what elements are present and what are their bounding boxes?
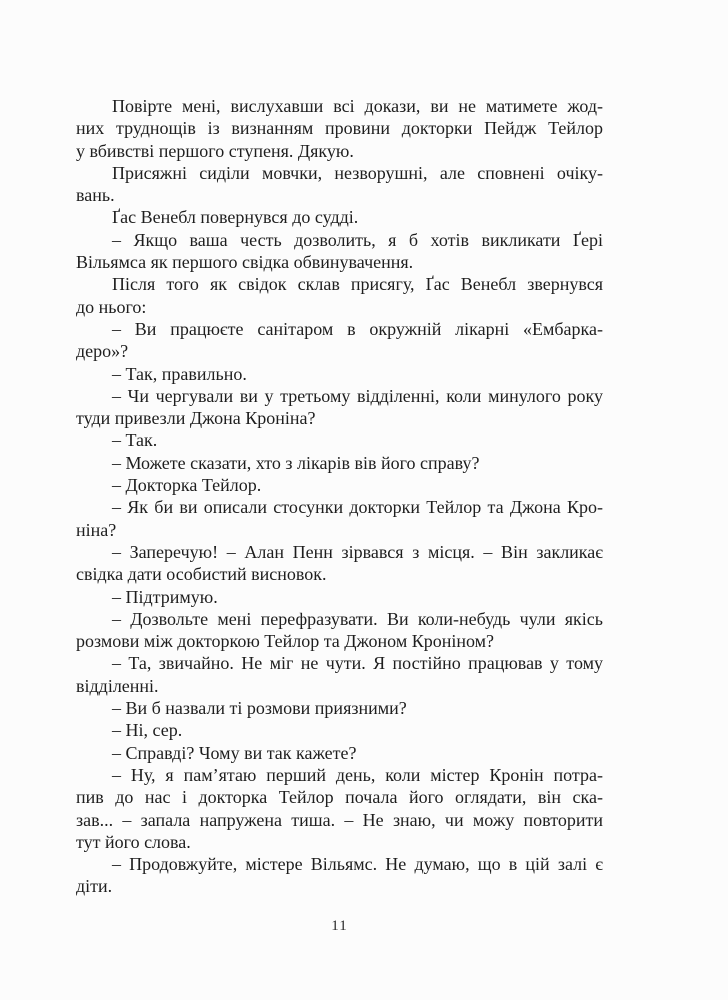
- text-line: Після того як свідок склав присягу, Ґас Венебл звернувся: [112, 274, 603, 295]
- paragraph: [76, 719, 603, 741]
- paragraph: [76, 652, 603, 697]
- text-line: розмови між докторкою Тейлор та Джоном Кроніном?: [76, 631, 495, 652]
- paragraph: [76, 586, 603, 608]
- text-line: – Підтримую.: [112, 586, 218, 607]
- paragraph: [76, 363, 603, 385]
- text-line: деро»?: [76, 341, 129, 362]
- paragraph: [76, 452, 603, 474]
- text-line: – Заперечую! – Алан Пенн зірвався з місця. – Він закликає: [112, 541, 603, 562]
- text-line: – Так, правильно.: [112, 363, 247, 384]
- page-number: 11: [331, 918, 348, 934]
- text-line: них труднощів із визнанням провини докторки Пейдж Тейлор: [76, 118, 603, 139]
- text-line: – Докторка Тейлор.: [112, 475, 262, 496]
- text-line: – Ні, сер.: [112, 720, 183, 741]
- paragraph: [76, 764, 603, 853]
- paragraph: [76, 95, 603, 162]
- text-line: туди привезли Джона Кроніна?: [76, 408, 316, 429]
- paragraph: [76, 206, 603, 228]
- paragraph: [76, 318, 603, 363]
- text-line: – Можете сказати, хто з лікарів вів його справу?: [112, 452, 480, 473]
- text-line: – Дозвольте мені перефразувати. Ви коли-небудь чули якісь: [112, 608, 603, 629]
- paragraph: [76, 496, 603, 541]
- text-line: – Ну, я пам’ятаю перший день, коли містер Кронін потра-: [112, 764, 603, 785]
- text-line: Повірте мені, вислухавши всі докази, ви не матимете жод-: [112, 96, 603, 116]
- text-line: відділенні.: [76, 675, 159, 696]
- paragraph: [76, 853, 603, 898]
- text-line: – Так.: [112, 430, 158, 451]
- paragraph: [76, 229, 603, 274]
- text-line: вань.: [76, 185, 115, 206]
- text-line: – Як би ви описали стосунки докторки Тейлор та Джона Кро-: [112, 497, 603, 518]
- paragraph: [76, 273, 603, 318]
- text-line: Вільямса як першого свідка обвинувачення.: [76, 252, 414, 273]
- text-line: тут його слова.: [76, 831, 191, 852]
- text-line: – Чи чергували ви у третьому відділенні, коли минулого року: [112, 385, 603, 406]
- text-line: – Справді? Чому ви так кажете?: [112, 742, 357, 763]
- text-line: свідка дати особистий висновок.: [76, 564, 327, 585]
- text-line: у вбивстві першого ступеня. Дякую.: [76, 140, 354, 161]
- paragraph: [76, 385, 603, 430]
- paragraph: [76, 474, 603, 496]
- paragraph: [76, 162, 603, 207]
- text-line: Ґас Венебл повернувся до судді.: [112, 207, 359, 228]
- page-text: [76, 95, 603, 898]
- text-line: зав... – запала напружена тиша. – Не знаю, чи можу повторити: [76, 809, 603, 830]
- paragraph: [76, 742, 603, 764]
- paragraph: [76, 541, 603, 586]
- text-line: – Ви б назвали ті розмови приязними?: [112, 698, 407, 719]
- paragraph: [76, 697, 603, 719]
- text-line: пив до нас і докторка Тейлор почала його оглядати, він ска-: [76, 787, 603, 808]
- text-line: – Ви працюєте санітаром в окружній лікарні «Ембарка-: [112, 318, 603, 339]
- text-line: діти.: [76, 876, 113, 897]
- paragraph: [76, 429, 603, 451]
- text-line: – Якщо ваша честь дозволить, я б хотів викликати Ґері: [112, 229, 603, 250]
- text-line: до нього:: [76, 296, 147, 317]
- text-line: Присяжні сиділи мовчки, незворушні, але сповнені очіку-: [112, 162, 603, 183]
- text-line: – Продовжуйте, містере Вільямс. Не думаю, що в цій залі є: [112, 854, 603, 875]
- text-line: ніна?: [76, 519, 117, 540]
- text-line: – Та, звичайно. Не міг не чути. Я постійно працював у тому: [112, 653, 603, 674]
- paragraph: [76, 608, 603, 653]
